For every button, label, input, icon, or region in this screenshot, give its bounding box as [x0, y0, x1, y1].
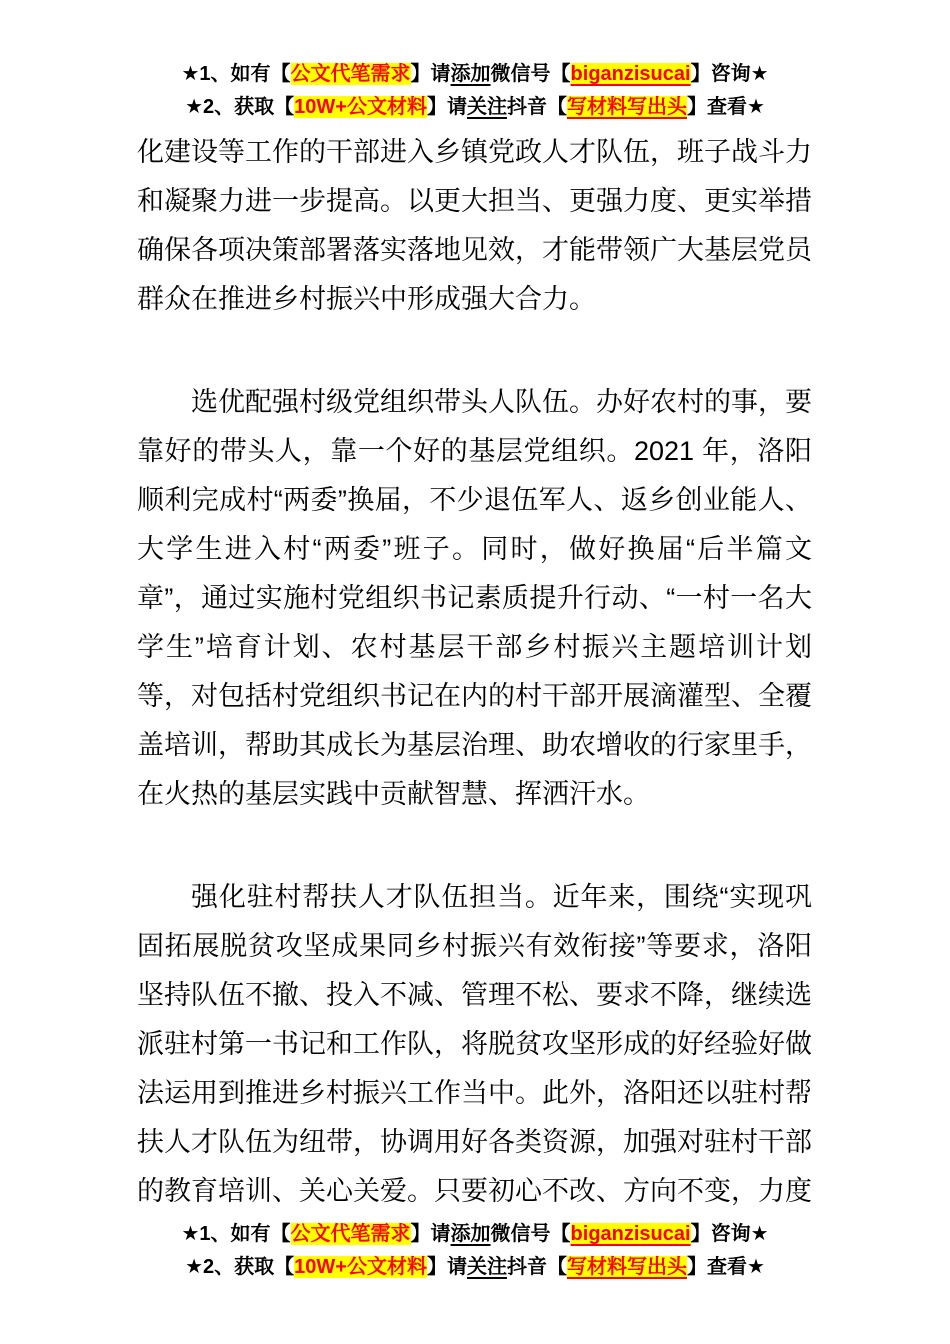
- document-body: [137, 128, 812, 1216]
- banner-underlined-add: 添加: [450, 63, 491, 85]
- promo-banner-line-1: [0, 1218, 950, 1251]
- banner-underlined-add: 添加: [450, 1223, 491, 1245]
- banner-text: 抖音【: [506, 1256, 567, 1278]
- banner-douyin-id: 写材料写出头: [566, 1256, 687, 1278]
- banner-text: 微信号【: [490, 1223, 571, 1245]
- banner-wechat-id: biganzisucai: [570, 63, 691, 85]
- promo-banner-line-2: [0, 1251, 950, 1284]
- promo-banner-bottom: [0, 1216, 950, 1284]
- promo-banner-top: [0, 0, 950, 124]
- banner-text: 】请: [426, 96, 467, 118]
- banner-text: 】查看★: [686, 96, 765, 118]
- paragraph-continuation: 化建设等工作的干部进入乡镇党政人才队伍，班子战斗力和凝聚力进一步提高。以更大担当、更强力度、更实举措确保各项决策部署落实落地见效，才能带领广大基层党员群众在推进乡村振兴中形成强大合力。: [137, 137, 812, 314]
- banner-text: 微信号【: [490, 63, 571, 85]
- banner-highlight-materials: 10W+公文材料: [294, 96, 427, 118]
- banner-highlight-writing-service: 公文代笔需求: [290, 1223, 411, 1245]
- banner-text: 】咨询★: [690, 63, 769, 85]
- banner-highlight-materials: 10W+公文材料: [294, 1256, 427, 1278]
- banner-text: ★1、如有【: [181, 63, 291, 85]
- banner-text: 】请: [410, 1223, 451, 1245]
- promo-banner-line-2: [0, 91, 950, 124]
- banner-text: 抖音【: [506, 96, 567, 118]
- banner-wechat-id: biganzisucai: [570, 1223, 691, 1245]
- banner-text: 】查看★: [686, 1256, 765, 1278]
- banner-text: ★1、如有【: [181, 1223, 291, 1245]
- banner-text: 】咨询★: [690, 1223, 769, 1245]
- banner-text: ★2、获取【: [185, 96, 295, 118]
- banner-text: 】请: [410, 63, 451, 85]
- banner-underlined-follow: 关注: [466, 1256, 507, 1278]
- promo-banner-line-1: [0, 58, 950, 91]
- banner-highlight-writing-service: 公文代笔需求: [290, 63, 411, 85]
- banner-douyin-id: 写材料写出头: [566, 96, 687, 118]
- paragraph-village-party-leaders: 选优配强村级党组织带头人队伍。办好农村的事，要靠好的带头人，靠一个好的基层党组织。2021 年，洛阳顺利完成村“两委”换届，不少退伍军人、返乡创业能人、大学生进入村“两委”班子。同时，做好换届“后半篇文章”，通过实施村党组织书记素质提升行动、“一村一名大学生”培育计划、农村基层干部乡村振兴主题培训计划等，对包括村党组织书记在内的村干部开展滴灌型、全覆盖培训，帮助其成长为基层治理、助农增收的行家里手，在火热的基层实践中贡献智慧、挥洒汗水。: [137, 387, 812, 809]
- paragraph-village-assistance-team: 强化驻村帮扶人才队伍担当。近年来，围绕“实现巩固拓展脱贫攻坚成果同乡村振兴有效衔接”等要求，洛阳坚持队伍不撤、投入不减、管理不松、要求不降，继续选派驻村第一书记和工作队，将脱贫攻坚形成的好经验好做法运用到推进乡村振兴工作当中。此外，洛阳还以驻村帮扶人才队伍为纽带，协调用好各类资源，加强对驻村干部的教育培训、关心关爱。只要初心不改、方向不变，力度: [137, 882, 812, 1206]
- banner-text: ★2、获取【: [185, 1256, 295, 1278]
- banner-text: 】请: [426, 1256, 467, 1278]
- banner-underlined-follow: 关注: [466, 96, 507, 118]
